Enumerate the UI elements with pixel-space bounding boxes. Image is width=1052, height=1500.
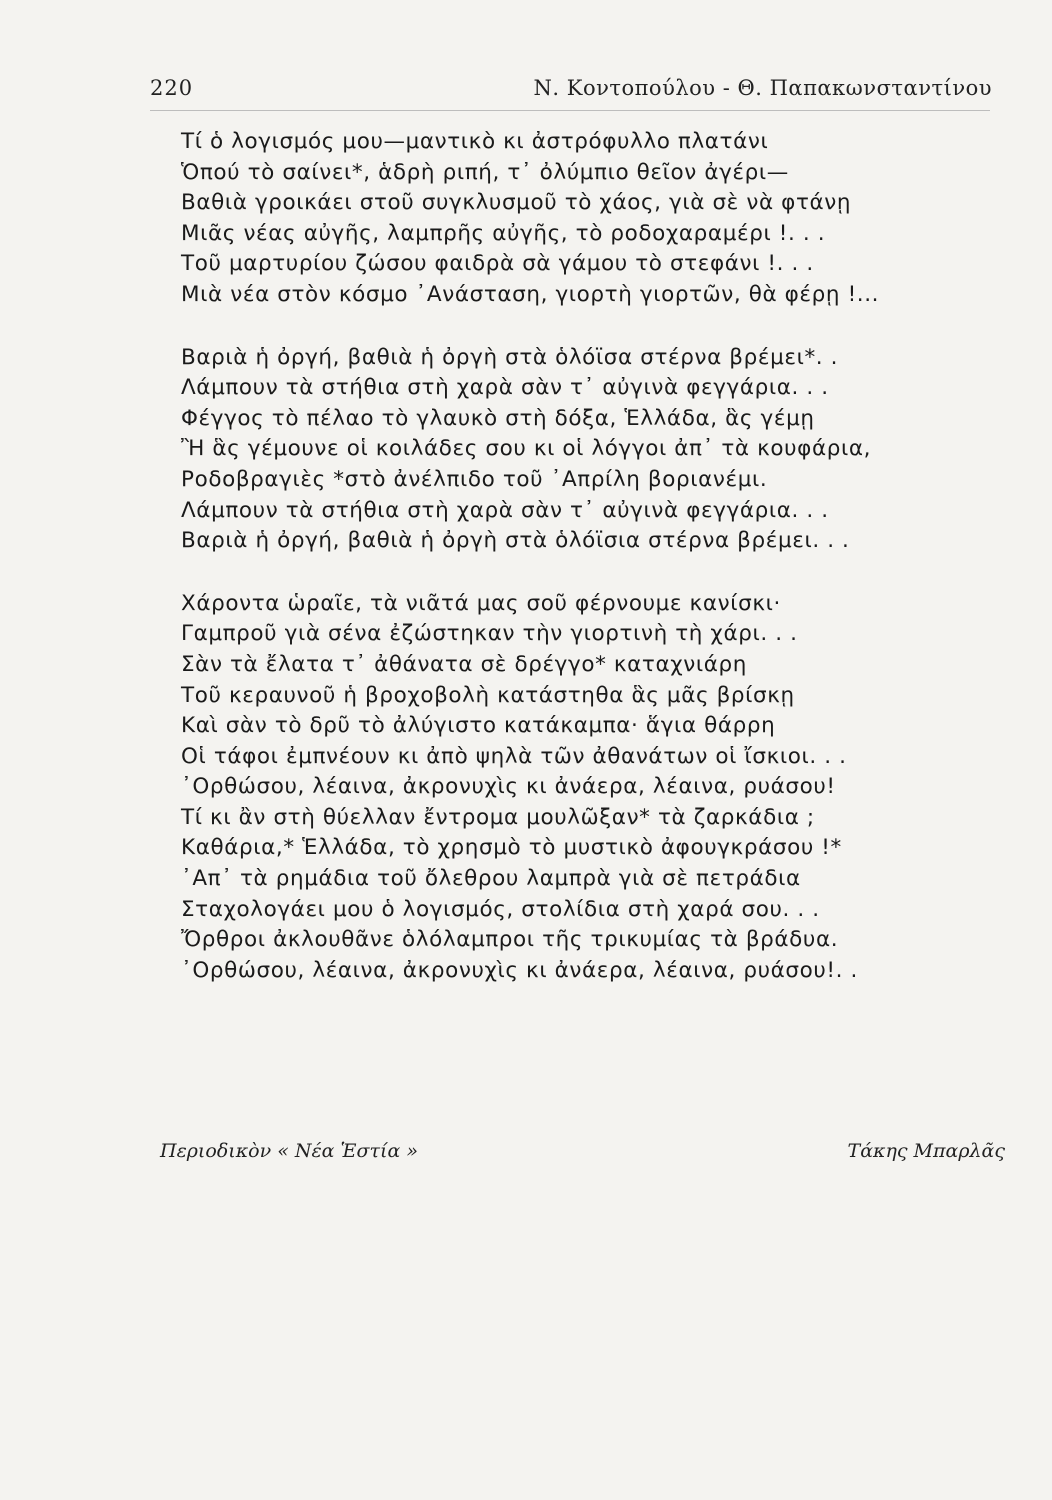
poem-footer [160,1140,1005,1170]
poem-line: Ὄρθροι ἀκλουθᾶνε ὁλόλαμπροι τῆς τρικυμίας τὰ βράδυα. [181,927,839,953]
page-number: 220 [150,76,194,100]
stanza-2 [181,343,981,557]
poem-line: Τί κι ἂν στὴ θύελλαν ἔντρομα μουλῶξαν* τὰ ζαρκάδια ; [181,804,815,830]
poem-line: ᾽Απ᾽ τὰ ρημάδια τοῦ ὄλεθρου λαμπρὰ γιὰ σὲ πετράδια [181,866,801,892]
poem-body [181,127,981,1018]
running-head: Ν. Κοντοπούλου - Θ. Παπακωνσταντίνου [533,76,992,100]
poem-line: Ὁπού τὸ σαίνει*, ἁδρὴ ριπή, τ᾽ ὀλύμπιο θεῖον ἀγέρι— [181,159,789,185]
poem-line: Ἢ ἃς γέμουνε οἱ κοιλάδες σου κι οἱ λόγγοι ἀπ᾽ τὰ κουφάρια, [181,436,872,462]
poem-line: Τί ὁ λογισμός μου—μαντικὸ κι ἀστρόφυλλο πλατάνι [181,129,769,154]
poem-line: Βαθιὰ γροικάει στοῦ συγκλυσμοῦ τὸ χάος, γιὰ σὲ νὰ φτάνῃ [181,190,852,216]
poem-line: Βαριὰ ἡ ὀργή, βαθιὰ ἡ ὀργὴ στὰ ὁλόϊσα στέρνα βρέμει*. . [181,344,839,370]
source-citation: Περιοδικὸν « Νέα Ἑστία » [160,1140,418,1162]
poem-line: Καὶ σὰν τὸ δρῦ τὸ ἀλύγιστο κατάκαμπα· ἅγια θάρρη [181,713,776,739]
poem-line: Ροδοβραγιὲς *στὸ ἀνέλπιδο τοῦ ᾽Απρίλη βοριανέμι. [181,466,768,492]
author-name: Τάκης Μπαρλᾶς [847,1140,1005,1162]
header-rule [150,110,990,111]
poem-line: Μιὰ νέα στὸν κόσμο ᾽Ανάσταση, γιορτὴ γιορτῶν, θὰ φέρῃ !... [181,281,880,307]
poem-line: Χάροντα ὡραῖε, τὰ νιᾶτά μας σοῦ φέρνουμε κανίσκι· [181,590,781,616]
stanza-1 [181,127,981,311]
poem-line: Λάμπουν τὰ στήθια στὴ χαρὰ σὰν τ᾽ αὐγινὰ φεγγάρια. . . [181,375,829,401]
poem-line: Τοῦ κεραυνοῦ ἡ βροχοβολὴ κατάστηθα ἃς μᾶς βρίσκῃ [181,682,795,708]
poem-line: Φέγγος τὸ πέλαο τὸ γλαυκὸ στὴ δόξα, Ἑλλάδα, ἃς γέμῃ [181,405,815,431]
poem-line: ᾽Ορθώσου, λέαινα, ἀκρονυχὶς κι ἀνάερα, λέαινα, ρυάσου! [181,774,836,800]
poem-line: ᾽Ορθώσου, λέαινα, ἀκρονυχὶς κι ἀνάερα, λέαινα, ρυάσου!. . [181,957,858,983]
poem-line: Λάμπουν τὰ στήθια στὴ χαρὰ σὰν τ᾽ αὐγινὰ φεγγάρια. . . [181,497,829,523]
poem-line: Σταχολογάει μου ὁ λογισμός, στολίδια στὴ χαρά σου. . . [181,896,820,922]
poem-line: Σὰν τὰ ἔλατα τ᾽ ἀθάνατα σὲ δρέγγο* καταχνιάρη [181,651,747,677]
page-header [150,72,992,108]
poem-line: Τοῦ μαρτυρίου ζώσου φαιδρὰ σὰ γάμου τὸ στεφάνι !. . . [181,251,814,277]
stanza-3 [181,589,981,987]
poem-line: Μιᾶς νέας αὐγῆς, λαμπρῆς αὐγῆς, τὸ ροδοχαραμέρι !. . . [181,220,826,246]
poem-line: Γαμπροῦ γιὰ σένα ἐζώστηκαν τὴν γιορτινὴ τὴ χάρι. . . [181,621,798,647]
poem-line: Βαριὰ ἡ ὀργή, βαθιὰ ἡ ὀργὴ στὰ ὁλόϊσια στέρνα βρέμει. . . [181,528,850,554]
poem-line: Οἱ τάφοι ἐμπνέουν κι ἀπὸ ψηλὰ τῶν ἀθανάτων οἱ ἴσκιοι. . . [181,743,847,769]
poem-line: Καθάρια,* Ἑλλάδα, τὸ χρησμὸ τὸ μυστικὸ ἀφουγκράσου !* [181,835,842,861]
